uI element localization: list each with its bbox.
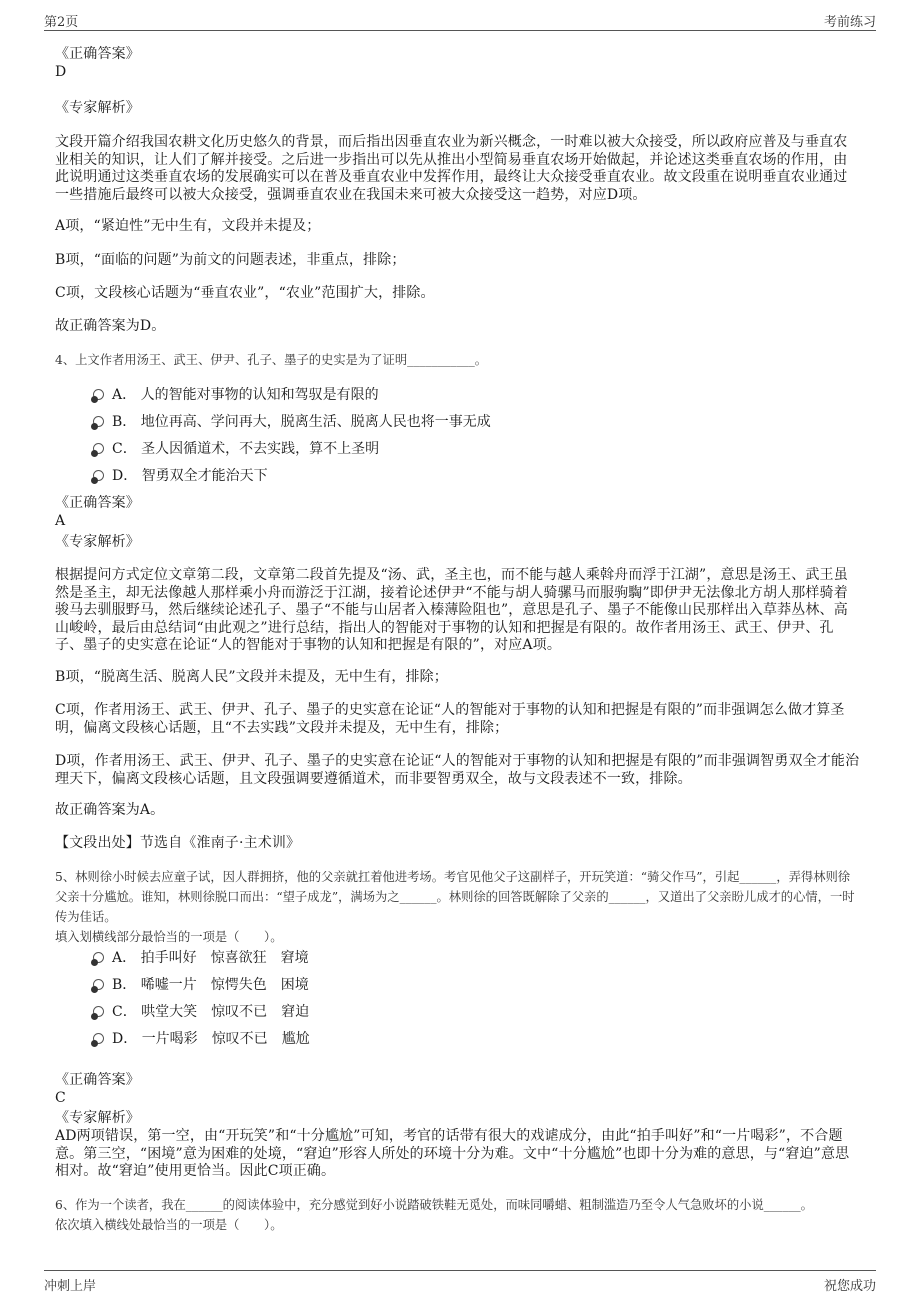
analysis-heading: 《专家解析》 bbox=[55, 1110, 140, 1126]
answer-heading: 《正确答案》 bbox=[55, 1072, 140, 1088]
q4-option-c[interactable]: C． 圣人因循道术，不去实践，算不上圣明 bbox=[93, 440, 853, 458]
source-note: 【文段出处】节选自《淮南子·主术训》 bbox=[55, 835, 301, 851]
question-5-stem: 5、林则徐小时候去应童子试，因人群拥挤，他的父亲就扛着他进考场。考官见他父子这副样子，开玩笑道：“骑父作马”，引起______，弄得林则徐父亲十分尴尬。谁知，林则徐脱口而出：“望子成龙”，满场为之______。林则徐的回答既解除了父亲的______，又道出了父亲盼儿成才的心情，一时传为佳话。 bbox=[55, 870, 855, 924]
analysis-heading: 《专家解析》 bbox=[55, 100, 140, 116]
analysis-paragraph: 根据提问方式定位文章第二段，文章第二段首先提及“汤、武，圣主也，而不能与越人乘斡舟而浮于江湖”，意思是汤王、武王虽然是圣主，却无法像越人那样乘小舟而游泛于江湖，接着论述伊尹“不能与胡人骑骡马而服驹騊”即伊尹无法像北方胡人那样骑着骏马去驯服野马，然后继续论述孔子、墨子“不能与山居者入榛薄险阻也”，意思是孔子、墨子不能像山民那样出入草莽丛林、高山峻岭，最后由总结词“由此观之”进行总结，指出人的智能对于事物的认知和把握是有限的。故作者用汤王、武王、伊尹、孔子、墨子的史实意在论证“人的智能对于事物的认知和把握是有限的”，对应A项。 bbox=[55, 567, 848, 654]
analysis-paragraph: AD两项错误，第一空，由“开玩笑”和“十分尴尬”可知，考官的话带有很大的戏谑成分，由此“拍手叫好”和“一片喝彩”，不合题意。第三空，“困境”意为困难的处境，“窘迫”形容人所处的环境十分为难。文中“十分尴尬”也即十分为难的意思，与“窘迫”意思相对。故“窘迫”使用更恰当。因此C项正确。 bbox=[55, 1128, 850, 1180]
analysis-conclusion: 故正确答案为D。 bbox=[55, 318, 166, 334]
answer-heading: 《正确答案》 bbox=[55, 46, 140, 62]
page-number: 第2页 bbox=[44, 15, 79, 30]
radio-icon[interactable] bbox=[93, 979, 104, 990]
header-caption: 考前练习 bbox=[823, 15, 876, 30]
page-footer bbox=[44, 1270, 876, 1295]
analysis-option-b: B项，“脱离生活、脱离人民”文段并未提及，无中生有，排除； bbox=[55, 669, 448, 685]
analysis-conclusion: 故正确答案为A。 bbox=[55, 802, 165, 818]
question-6-stem: 6、作为一个读者，我在______的阅读体验中，充分感觉到好小说踏破铁鞋无觅处，而味同嚼蜡、粗制滥造乃至令人气急败坏的小说______。 bbox=[55, 1198, 813, 1212]
q5-option-d[interactable]: D． 一片喝彩 惊叹不已 尴尬 bbox=[93, 1030, 853, 1048]
footer-left-text: 冲刺上岸 bbox=[44, 1279, 97, 1294]
question-6-instruction: 依次填入横线处最恰当的一项是（ ）。 bbox=[55, 1218, 283, 1232]
radio-icon[interactable] bbox=[93, 1033, 104, 1044]
answer-value: D bbox=[55, 64, 67, 80]
analysis-option-d: D项，作者用汤王、武王、伊尹、孔子、墨子的史实意在论证“人的智能对于事物的认知和把握是有限的”而非强调智勇双全才能治理天下，偏离文段核心话题，且文段强调要遵循道术，而非要智勇双全，故与文段表述不一致，排除。 bbox=[55, 753, 860, 787]
radio-icon[interactable] bbox=[93, 1006, 104, 1017]
q4-option-a[interactable]: A． 人的智能对事物的认知和驾驭是有限的 bbox=[93, 386, 853, 404]
radio-icon[interactable] bbox=[93, 389, 104, 400]
question-5-instruction: 填入划横线部分最恰当的一项是（ ）。 bbox=[55, 930, 283, 944]
analysis-option-a: A项，“紧迫性”无中生有，文段并未提及； bbox=[55, 218, 321, 234]
analysis-option-c: C项，作者用汤王、武王、伊尹、孔子、墨子的史实意在论证“人的智能对于事物的认知和把握是有限的”而非强调怎么做才算圣明，偏离文段核心话题，且“不去实践”文段并未提及，无中生有，排除； bbox=[55, 702, 845, 736]
answer-value: C bbox=[55, 1090, 66, 1106]
q4-option-b[interactable]: B． 地位再高、学问再大，脱离生活、脱离人民也将一事无成 bbox=[93, 413, 853, 431]
q5-option-c[interactable]: C． 哄堂大笑 惊叹不已 窘迫 bbox=[93, 1003, 853, 1021]
page-header bbox=[44, 8, 876, 31]
analysis-paragraph: 文段开篇介绍我国农耕文化历史悠久的背景，而后指出因垂直农业为新兴概念，一时难以被大众接受，所以政府应普及与垂直农业相关的知识，让人们了解并接受。之后进一步指出可以先从推出小型简易垂直农场开始做起，并论述这类垂直农场的作用，由此说明通过这类垂直农场的发展确实可以在普及垂直农业中发挥作用，最终让大众接受垂直农业。故文段重在说明垂直农业通过一些措施后最终可以被大众接受，强调垂直农业在我国未来可被大众接受这一趋势，对应D项。 bbox=[55, 134, 848, 203]
analysis-option-c: C项，文段核心话题为“垂直农业”，“农业”范围扩大，排除。 bbox=[55, 285, 435, 301]
q5-option-a[interactable]: A． 拍手叫好 惊喜欲狂 窘境 bbox=[93, 949, 853, 967]
analysis-heading: 《专家解析》 bbox=[55, 534, 140, 550]
answer-heading: 《正确答案》 bbox=[55, 495, 140, 511]
question-4-stem: 4、上文作者用汤王、武王、伊尹、孔子、墨子的史实是为了证明___________。 bbox=[55, 353, 488, 367]
radio-icon[interactable] bbox=[93, 952, 104, 963]
radio-icon[interactable] bbox=[93, 470, 104, 481]
radio-icon[interactable] bbox=[93, 443, 104, 454]
q4-option-d[interactable]: D． 智勇双全才能治天下 bbox=[93, 467, 853, 485]
q5-option-b[interactable]: B． 唏嘘一片 惊愕失色 困境 bbox=[93, 976, 853, 994]
radio-icon[interactable] bbox=[93, 416, 104, 427]
footer-right-text: 祝您成功 bbox=[823, 1279, 876, 1294]
analysis-option-b: B项，“面临的问题”为前文的问题表述，非重点，排除； bbox=[55, 252, 406, 268]
answer-value: A bbox=[55, 513, 66, 529]
